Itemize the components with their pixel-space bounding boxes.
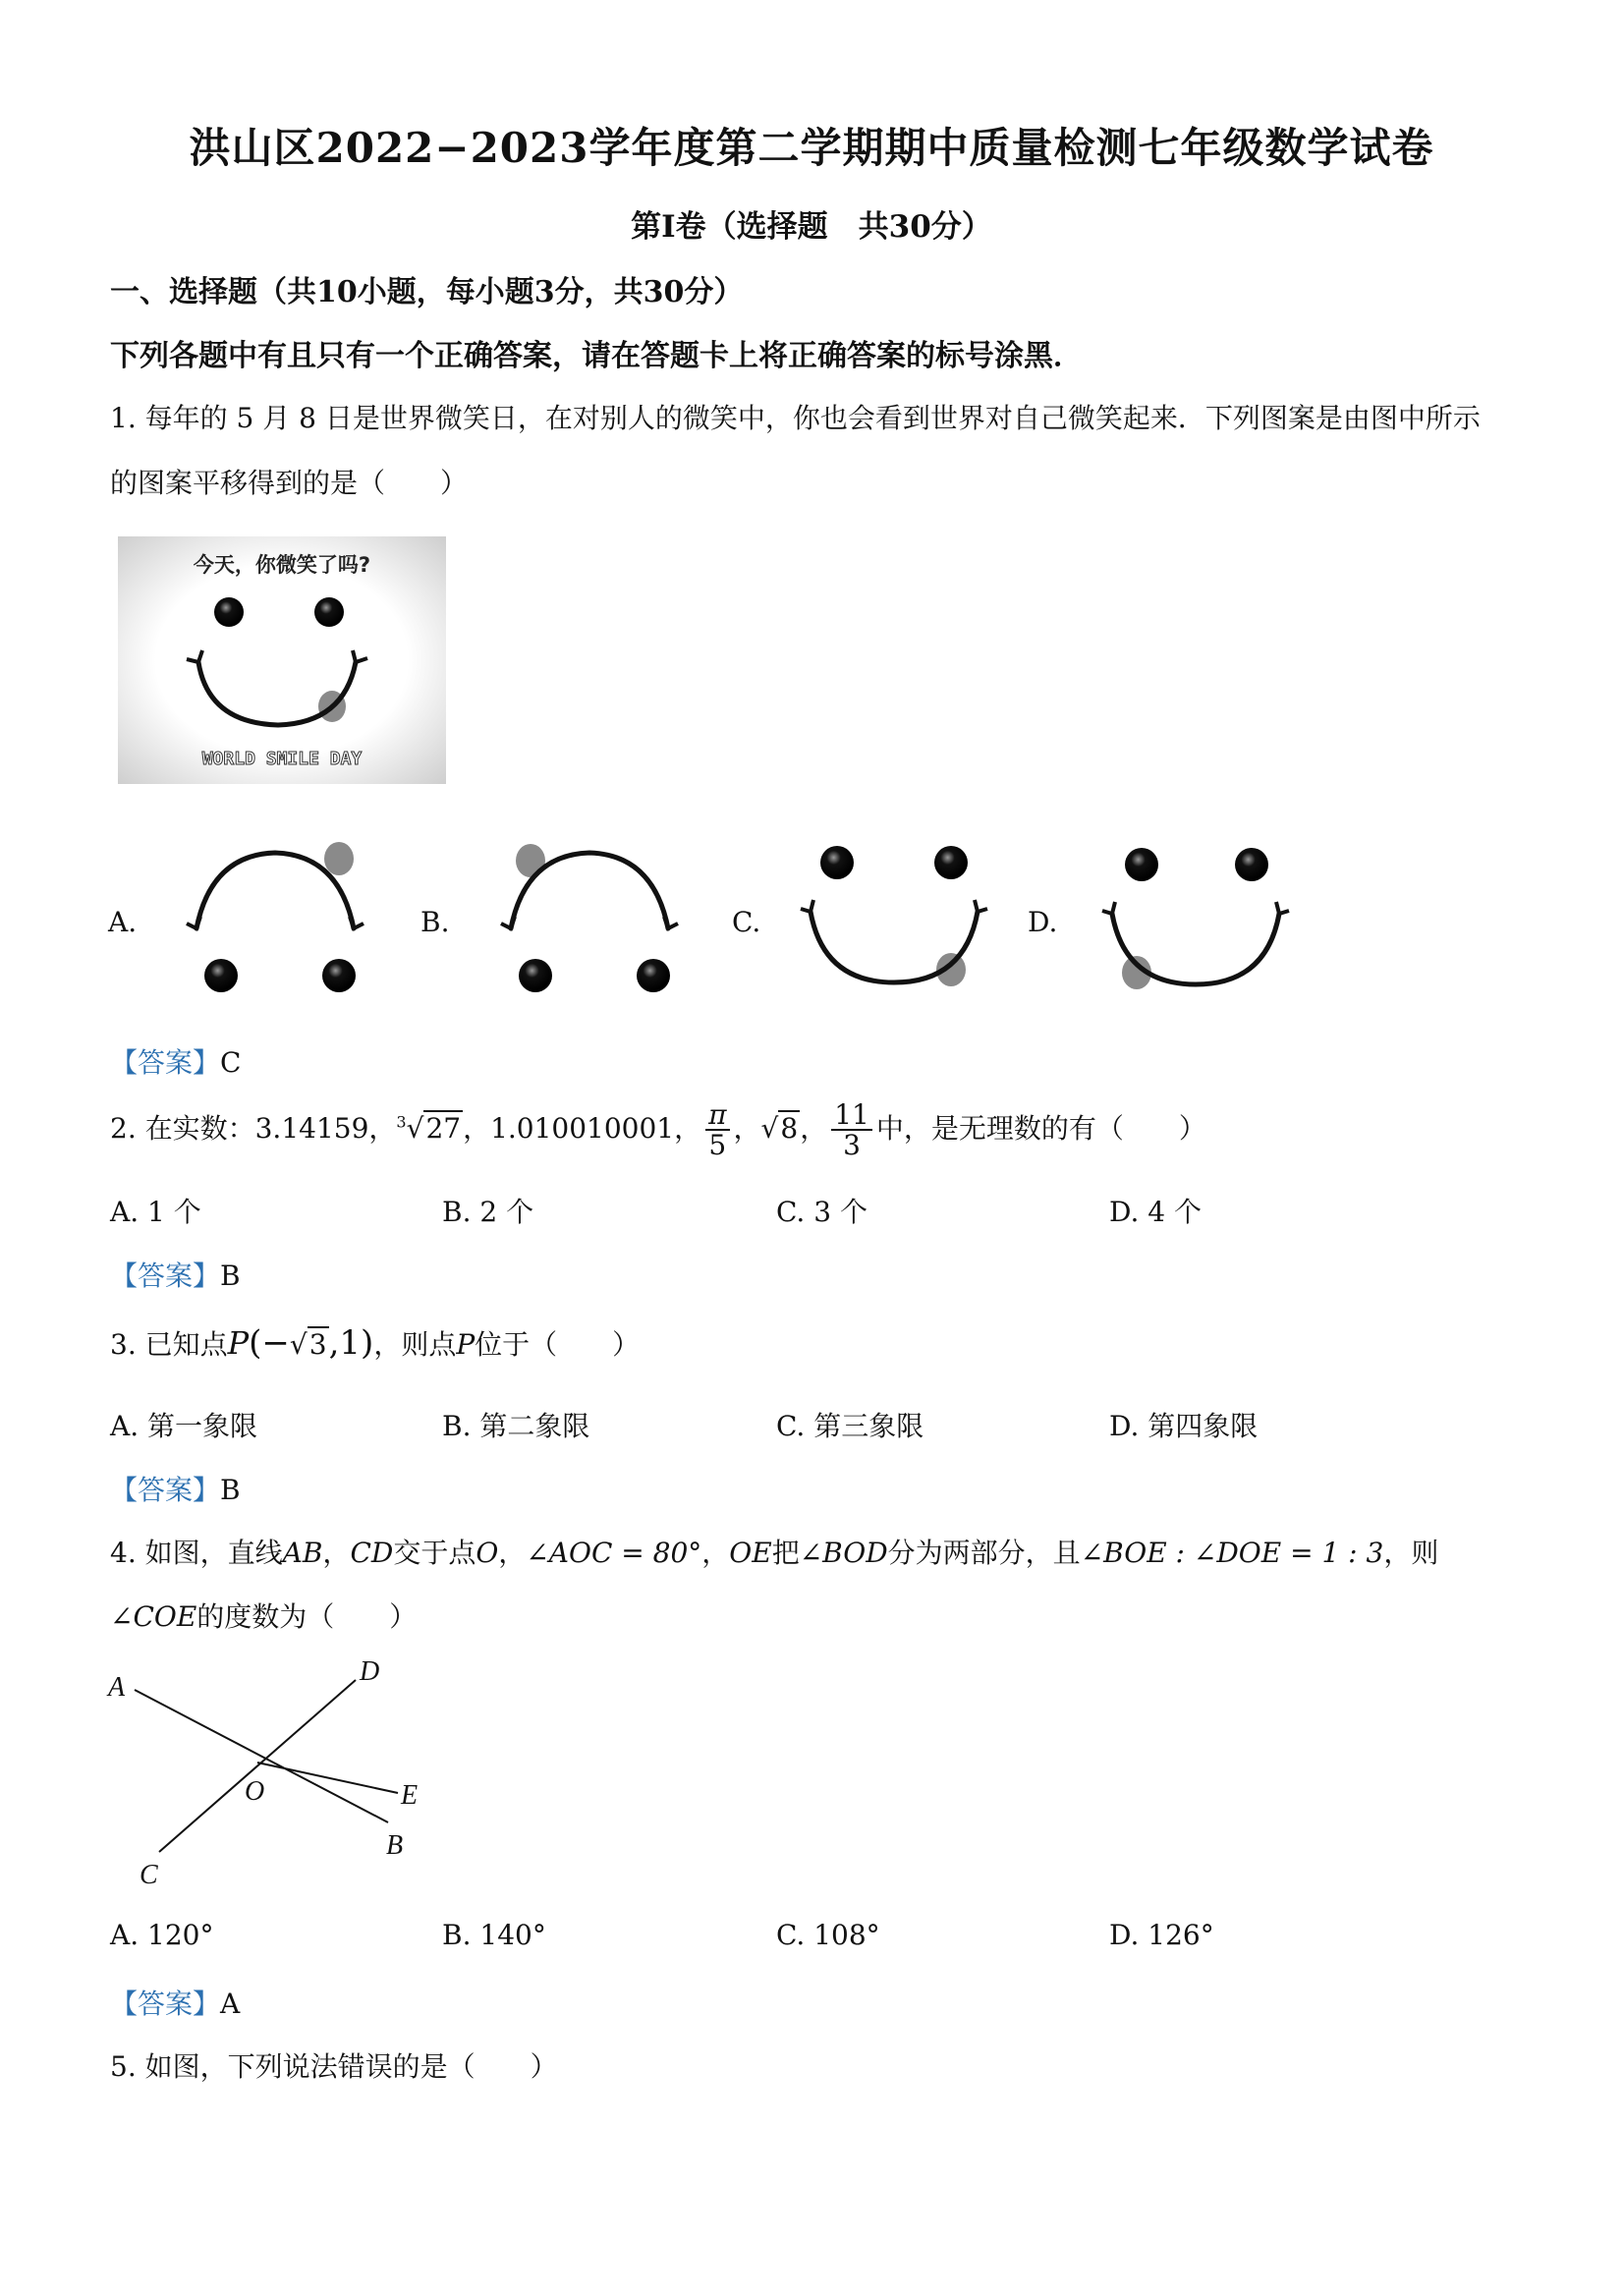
q4-line1: 4. 如图，直线AB，CD交于点O，∠AOC = 80°，OE把∠BOD分为两部分，且∠BOE : ∠DOE = 1 : 3，则 [110, 1537, 1439, 1569]
q3-answer [110, 1469, 241, 1508]
q3-option-a: A. 第一象限 [110, 1410, 258, 1442]
label-e: E [401, 1780, 419, 1811]
q2-option-a: A. 1 个 [110, 1196, 201, 1228]
q1-image-footer: WORLD SMILE DAY [201, 749, 363, 769]
q4-option-d: D. 126° [1109, 1919, 1214, 1951]
q2-prefix: 2. 在实数：3.14159， [110, 1111, 397, 1145]
label-d: D [360, 1656, 380, 1687]
q4-answer-tag: 【答案】 [110, 1988, 221, 2020]
q3-sqrt-3: √3 [289, 1328, 327, 1361]
q2-sqrt-8: √8 [760, 1111, 799, 1145]
q1-answer-value: C [220, 1046, 242, 1079]
q1-answer-tag: 【答案】 [110, 1046, 221, 1079]
q4-ratio: ∠BOE : ∠DOE = 1 : 3 [1080, 1537, 1384, 1569]
label-o: O [245, 1776, 265, 1807]
section-heading: 一、选择题（共10小题，每小题3分，共30分） [110, 275, 744, 309]
q3-suffix: 位于（ ） [475, 1328, 641, 1361]
q5-stem: 5. 如图，下列说法错误的是（ ） [110, 2050, 558, 2083]
q4-answer [110, 1983, 240, 2022]
q4-option-a: A. 120° [110, 1919, 214, 1951]
q4-option-b: B. 140° [442, 1919, 546, 1951]
q1-option-c-figure [796, 835, 1002, 1002]
q3-answer-tag: 【答案】 [110, 1474, 221, 1506]
q2-answer-value: B [220, 1260, 241, 1292]
q4-option-c: C. 108° [776, 1919, 880, 1951]
q3-point: P [227, 1324, 250, 1362]
q1-option-b-label: B. [420, 906, 450, 938]
q4-line2: ∠COE的度数为（ ） [110, 1600, 418, 1633]
q3-stem: 3. 已知点P(−√3,1)，则点P位于（ ） [110, 1323, 641, 1363]
q2-cube-root: $^3$√27 [396, 1111, 462, 1145]
q1-line1: 1. 每年的 5 月 8 日是世界微笑日，在对别人的微笑中，你也会看到世界对自己微笑起来．下列图案是由图中所示 [110, 402, 1481, 434]
q1-option-d-label: D. [1028, 906, 1058, 938]
q2-answer [110, 1255, 241, 1294]
q2-option-d: D. 4 个 [1109, 1196, 1202, 1228]
exam-subtitle: 第Ⅰ卷（选择题 共30分） [631, 209, 992, 245]
q1-option-d-figure [1092, 835, 1299, 1002]
smile-eye-right [314, 597, 344, 627]
q2-option-c: C. 3 个 [776, 1196, 867, 1228]
line-cd [159, 1680, 356, 1852]
q2-answer-tag: 【答案】 [110, 1260, 221, 1292]
q4-figure [98, 1651, 452, 1896]
q3-prefix: 3. 已知点 [110, 1328, 228, 1361]
smile-eye-left [214, 597, 244, 627]
q1-answer [110, 1041, 241, 1081]
q1-image-title: 今天，你微笑了吗? [193, 553, 371, 577]
q3-option-b: B. 第二象限 [442, 1410, 590, 1442]
q3-option-d: D. 第四象限 [1109, 1410, 1259, 1442]
q2-mid: ，1.010010001， [463, 1111, 702, 1145]
label-c: C [140, 1860, 158, 1890]
q3-option-c: C. 第三象限 [776, 1410, 924, 1442]
exam-title: 洪山区2022−2023学年度第二学期期中质量检测七年级数学试卷 [189, 124, 1434, 172]
q1-option-a-label: A. [108, 906, 138, 938]
q2-suffix: 中，是无理数的有（ ） [875, 1111, 1206, 1145]
q4-angle-aoc: ∠AOC = 80° [526, 1537, 702, 1569]
q1-option-c-label: C. [732, 906, 761, 938]
q1-line2: 的图案平移得到的是（ ） [110, 467, 469, 499]
label-a: A [108, 1672, 126, 1703]
label-b: B [386, 1830, 404, 1861]
ray-oe [257, 1763, 398, 1793]
q1-smile-image [118, 536, 446, 784]
section-instruction: 下列各题中有且只有一个正确答案，请在答题卡上将正确答案的标号涂黑． [110, 339, 1083, 373]
q3-mid: ，则点 [373, 1328, 457, 1361]
q2-option-b: B. 2 个 [442, 1196, 534, 1228]
q2-stem: 2. 在实数：3.14159，$^3$√27，1.010010001， $\frac{\pi}{5}$ ，√8， $\frac{11}{3}$ 中，是无理数的有（ ） [110, 1098, 1206, 1162]
q1-option-a-figure [177, 835, 383, 1002]
q3-answer-value: B [220, 1474, 241, 1506]
q2-pi-over-5: $\frac{\pi}{5}$ [705, 1100, 729, 1160]
q1-option-b-figure [491, 835, 698, 1002]
q4-answer-value: A [220, 1988, 241, 2020]
q2-eleven-thirds: $\frac{11}{3}$ [831, 1100, 872, 1160]
